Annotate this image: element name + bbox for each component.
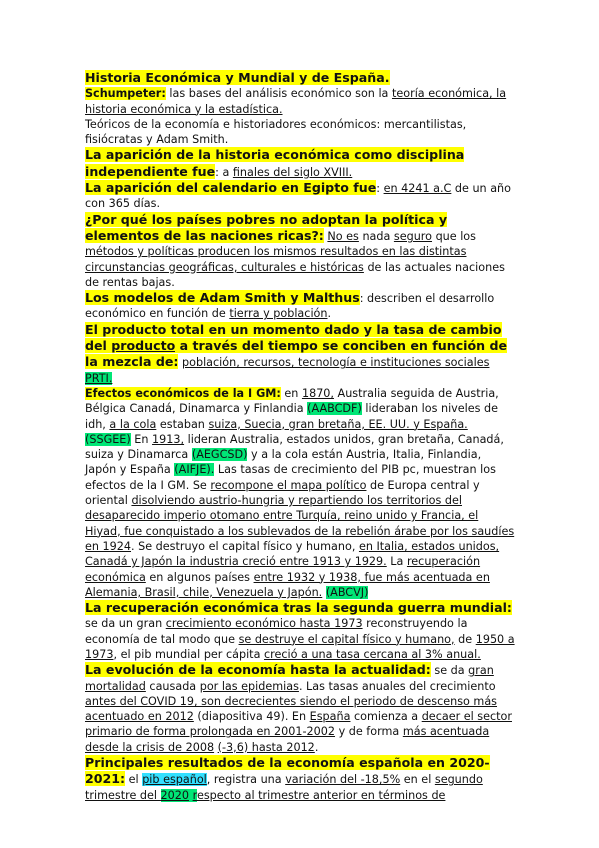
heading-producto: El producto total en un momento dado y la tasa de cambio del: [85, 321, 502, 354]
green-highlight: (AEGCSD): [191, 448, 248, 462]
text: de: [454, 632, 476, 646]
underlined-text: especto al trimestre anterior en términos de: [196, 788, 446, 802]
heading-evolucion: La evolución de la economía hasta la actualidad:: [85, 662, 431, 678]
green-highlight: (SSGEE): [85, 432, 131, 446]
text: .: [327, 307, 332, 321]
text: comienza a: [350, 710, 422, 724]
green-highlight: PRTI.: [85, 371, 113, 385]
underlined-text: antes del COVID 19, son decrecientes siendo el periodo de descenso más acentuado en 2012: [85, 694, 498, 724]
underlined-text: finales del siglo XVIII.: [232, 165, 353, 179]
underlined-text: recuperación económica: [85, 555, 481, 584]
underlined-text: más acentuada desde la crisis de 2008: [85, 725, 490, 754]
heading-aparicion: La aparición de la historia económica como disciplina independiente fue: [85, 147, 465, 179]
heading-smith-malthus: Los modelos de Adam Smith y Malthus: [85, 290, 360, 306]
paragraph-resultados-espana: [85, 755, 515, 803]
text: En: [130, 432, 153, 446]
cyan-highlight: pib español: [142, 773, 207, 787]
underlined-text: decaer el sector primario de forma prolongada en 2001-2002: [85, 710, 512, 739]
paragraph-schumpeter: [85, 86, 515, 117]
underlined-text: 1870,: [301, 386, 334, 400]
underlined-text: población, recursos, tecnología e instituciones sociales: [182, 356, 490, 370]
underlined-text: segundo trimestre del: [85, 773, 483, 802]
underlined-text: entre 1932 y 1938, fue más acentuada en Alemania, Brasil, chile, Venezuela y Japón.: [85, 570, 490, 599]
green-highlight: (ABCVJ): [325, 585, 369, 599]
underlined-text: en Italia, estados unidos, Canadá y Japón la industria creció entre 1913 y 1929.: [85, 539, 500, 569]
paragraph-producto-total: [85, 322, 515, 386]
text: lideran Australia, estados unidos, gran bretaña, Canadá, suiza y Dinamarca: [85, 432, 504, 462]
text: de un año con 365 días.: [85, 182, 511, 211]
paragraph-paises-pobres: [85, 212, 515, 290]
underlined-text: disolviendo austrio-hungria y repartiendo los territorios del desaparecido imperio otomano entre Turquía, reino unido y Francia, el Hiyad, fue conquistado a los sublevados de la rebelión árabe por los saudíes en 1924: [85, 494, 515, 553]
text: (diapositiva 49). En: [193, 710, 310, 724]
text: La: [386, 555, 407, 569]
underlined-text: seguro: [393, 229, 433, 243]
title-text: Historia Económica y Mundial y de España.: [85, 70, 390, 85]
text: reconstruyendo la economía de tal modo que: [85, 617, 468, 646]
underlined-text: No es: [327, 229, 359, 243]
heading-producto-cont: a través del tiempo se conciben en función de la mezcla de:: [85, 338, 508, 370]
underlined-text: España: [309, 710, 351, 724]
underlined-text: por las epidemias: [199, 679, 299, 693]
underlined-text: (-3,6) hasta 2012: [217, 740, 315, 754]
term-schumpeter: Schumpeter:: [85, 87, 166, 101]
underlined-text: suiza, Suecia, gran bretaña, EE. UU. y España.: [208, 417, 468, 431]
heading-resultados: Principales resultados de la economía española en 2020-2021:: [85, 755, 490, 787]
heading-efectos-igm: Efectos económicos de la I GM:: [85, 386, 281, 400]
text: de Europa central y oriental: [85, 478, 480, 508]
text: se da: [430, 664, 469, 678]
paragraph-aparicion-historia: [85, 147, 515, 180]
text: Teóricos de la economía e historiadores económicos: mercantilistas, fisiócratas y Adam Smith.: [85, 117, 467, 147]
text: .: [314, 740, 319, 754]
underlined-text: recompone el mapa político: [210, 478, 367, 492]
underlined-text: creció a una tasa cercana al 3% anual.: [263, 647, 481, 661]
green-highlight: 2020: [160, 788, 190, 802]
text: estaban: [156, 417, 209, 431]
green-highlight: (AIFJE).: [174, 463, 215, 477]
text: : a: [215, 165, 233, 179]
text: el: [125, 773, 143, 787]
underlined-text: gran mortalidad: [85, 664, 494, 693]
underlined-text: variación del -18,5%: [285, 773, 401, 787]
paragraph-smith-malthus: [85, 290, 515, 322]
text: Australia seguida de Austria, Bélgica Canadá, Dinamarca y Finlandia: [85, 386, 499, 416]
text: : describen el desarrollo económico en función de: [85, 292, 495, 321]
underlined-text: tierra y población: [229, 307, 328, 321]
text: , el pib mundial per cápita: [113, 647, 264, 661]
heading-recuperacion: La recuperación económica tras la segunda guerra mundial:: [85, 600, 512, 616]
text: en: [280, 386, 302, 400]
heading-calendario: La aparición del calendario en Egipto fue: [85, 180, 377, 196]
paragraph-evolucion: [85, 662, 515, 755]
text: que los: [432, 229, 476, 243]
paragraph-efectos-igm: [85, 386, 515, 600]
paragraph-teoricos: [85, 117, 515, 148]
document-page: [85, 70, 515, 803]
text: nada: [358, 229, 394, 243]
underlined-text: se destruye el capital físico y humano,: [238, 632, 455, 646]
heading-paises-pobres: ¿Por qué los países pobres no adoptan la política y elementos de las naciones ricas?:: [85, 211, 448, 243]
text: se da un gran: [85, 617, 166, 631]
paragraph-calendario: [85, 180, 515, 212]
text: en el: [400, 773, 435, 787]
text: :: [376, 182, 384, 196]
paragraph-recuperacion-iigm: [85, 600, 515, 662]
text: las bases del análisis económico son la: [165, 87, 392, 101]
green-highlight: r: [192, 788, 197, 802]
underlined-text: a la cola: [109, 417, 157, 431]
text: lideraban los niveles de idh,: [85, 402, 499, 431]
underlined-text: crecimiento económico hasta 1973: [165, 617, 363, 631]
heading-producto-underlined: producto: [111, 338, 176, 354]
text: en algunos países: [145, 570, 254, 584]
underlined-text: 1913,: [152, 432, 185, 446]
underlined-text: 1950 a 1973: [85, 632, 515, 661]
text: causada: [145, 679, 200, 693]
text: y a la cola están Austria, Italia, Finlandia, Japón y España: [85, 448, 482, 477]
underlined-text: métodos y políticas producen los mismos resultados en las distintas circunstancias geográficas, culturales e históricas: [85, 245, 467, 274]
text: . Las tasas anuales del crecimiento: [298, 679, 496, 693]
doc-title: [85, 70, 515, 86]
text: y de forma: [335, 725, 403, 739]
green-highlight: (AABCDF): [307, 402, 362, 416]
text: , registra una: [206, 773, 286, 787]
text: de las actuales naciones de rentas bajas.: [85, 260, 505, 289]
underlined-text: teoría económica, la historia económica y la estadística.: [85, 87, 507, 116]
underlined-text: en 4241 a.C: [383, 182, 452, 196]
text: Las tasas de crecimiento del PIB pc, muestran los efectos de la I GM. Se: [85, 463, 496, 492]
text: . Se destruyo el capital físico y humano,: [131, 539, 359, 553]
